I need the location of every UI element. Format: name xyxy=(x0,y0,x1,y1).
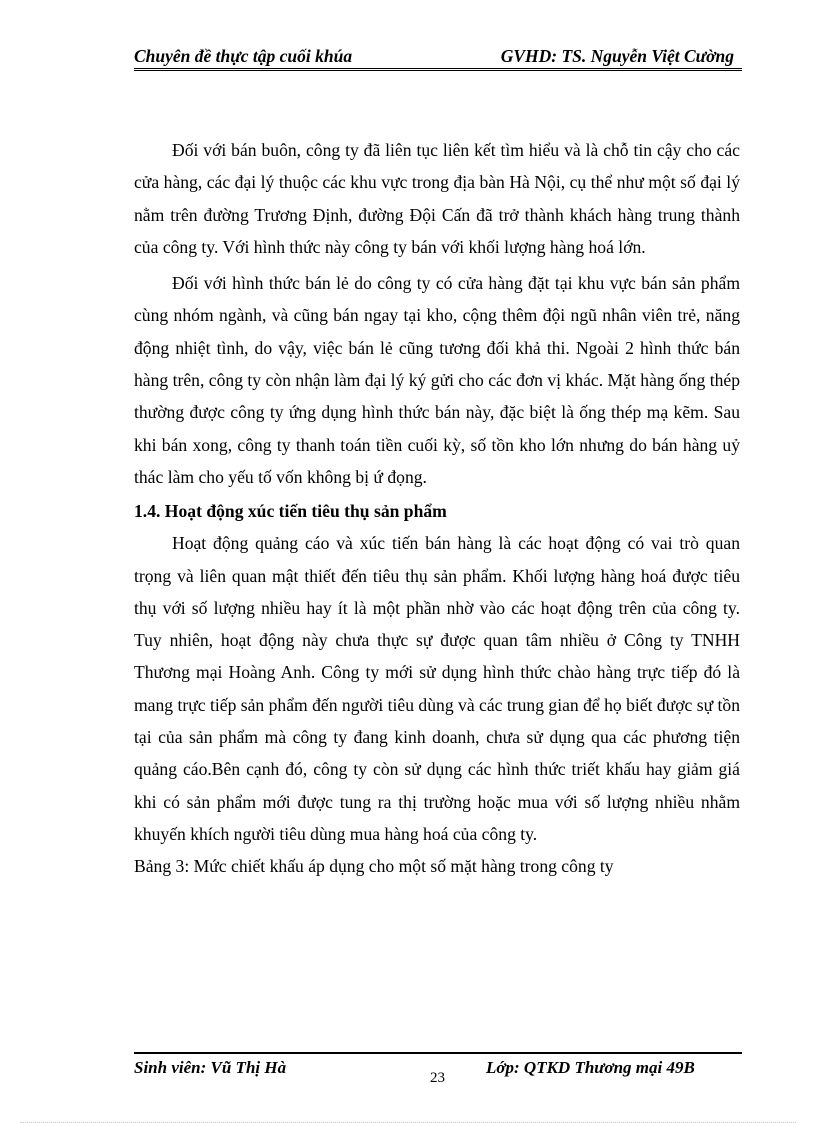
section-heading: 1.4. Hoạt động xúc tiến tiêu thụ sản phẩm xyxy=(134,501,447,522)
page-header xyxy=(134,44,742,71)
footer-class: Lớp: QTKD Thương mại 49B xyxy=(486,1058,695,1077)
header-supervisor: GVHD: TS. Nguyễn Việt Cường xyxy=(500,46,734,66)
paragraph-retail: Đối với hình thức bán lẻ do công ty có cửa hàng đặt tại khu vực bán sản phẩm cùng nhóm ngành, và cũng bán ngay tại kho, cộng thêm đội ngũ nhân viên trẻ, năng động nhiệt tình, do vậy, việc bán lẻ cũng tương đối khả thi. Ngoài 2 hình thức bán hàng trên, công ty còn nhận làm đại lý ký gửi cho các đơn vị khác. Mặt hàng ống thép thường được công ty ứng dụng hình thức bán này, đặc biệt là ống thép mạ kẽm. Sau khi bán xong, công ty thanh toán tiền cuối kỳ, số tồn kho lớn nhưng do bán hàng uỷ thác làm cho yếu tố vốn không bị ứ đọng. xyxy=(134,273,740,487)
header-title: Chuyên đề thực tập cuối khúa xyxy=(134,46,353,66)
paragraph-promotion: Hoạt động quảng cáo và xúc tiến bán hàng là các hoạt động có vai trò quan trọng và liên quan mật thiết đến tiêu thụ sản phẩm. Khối lượng hàng hoá được tiêu thụ với số lượng nhiều hay ít là một phần nhờ vào các hoạt động trên của công ty. Tuy nhiên, hoạt động này chưa thực sự được quan tâm nhiều ở Công ty TNHH Thương mại Hoàng Anh. Công ty mới sử dụng hình thức chào hàng trực tiếp đó là mang trực tiếp sản phẩm đến người tiêu dùng và các trung gian để họ biết được sự tồn tại của sản phẩm mà công ty đang kinh doanh, chưa sử dụng qua các phương tiện quảng cáo.Bên cạnh đó, công ty còn sử dụng các hình thức triết khấu hay giảm giá khi có sản phẩm mới được tung ra thị trường hoặc mua với số lượng nhiều nhằm khuyến khích người tiêu dùng mua hàng hoá của công ty. xyxy=(134,533,740,844)
footer-student: Sinh viên: Vũ Thị Hà xyxy=(134,1058,287,1077)
page-number: 23 xyxy=(430,1070,445,1086)
table-caption: Bảng 3: Mức chiết khấu áp dụng cho một số mặt hàng trong công ty xyxy=(134,856,614,877)
paragraph-wholesale: Đối với bán buôn, công ty đã liên tục liên kết tìm hiểu và là chỗ tin cậy cho các cửa hàng, các đại lý thuộc các khu vực trong địa bàn Hà Nội, cụ thể như một số đại lý nằm trên đường Trương Định, đường Đội Cấn đã trở thành khách hàng trung thành của công ty. Với hình thức này công ty bán với khối lượng hàng hoá lớn. xyxy=(134,140,740,257)
footer-divider xyxy=(134,1052,742,1054)
document-body xyxy=(134,134,740,883)
